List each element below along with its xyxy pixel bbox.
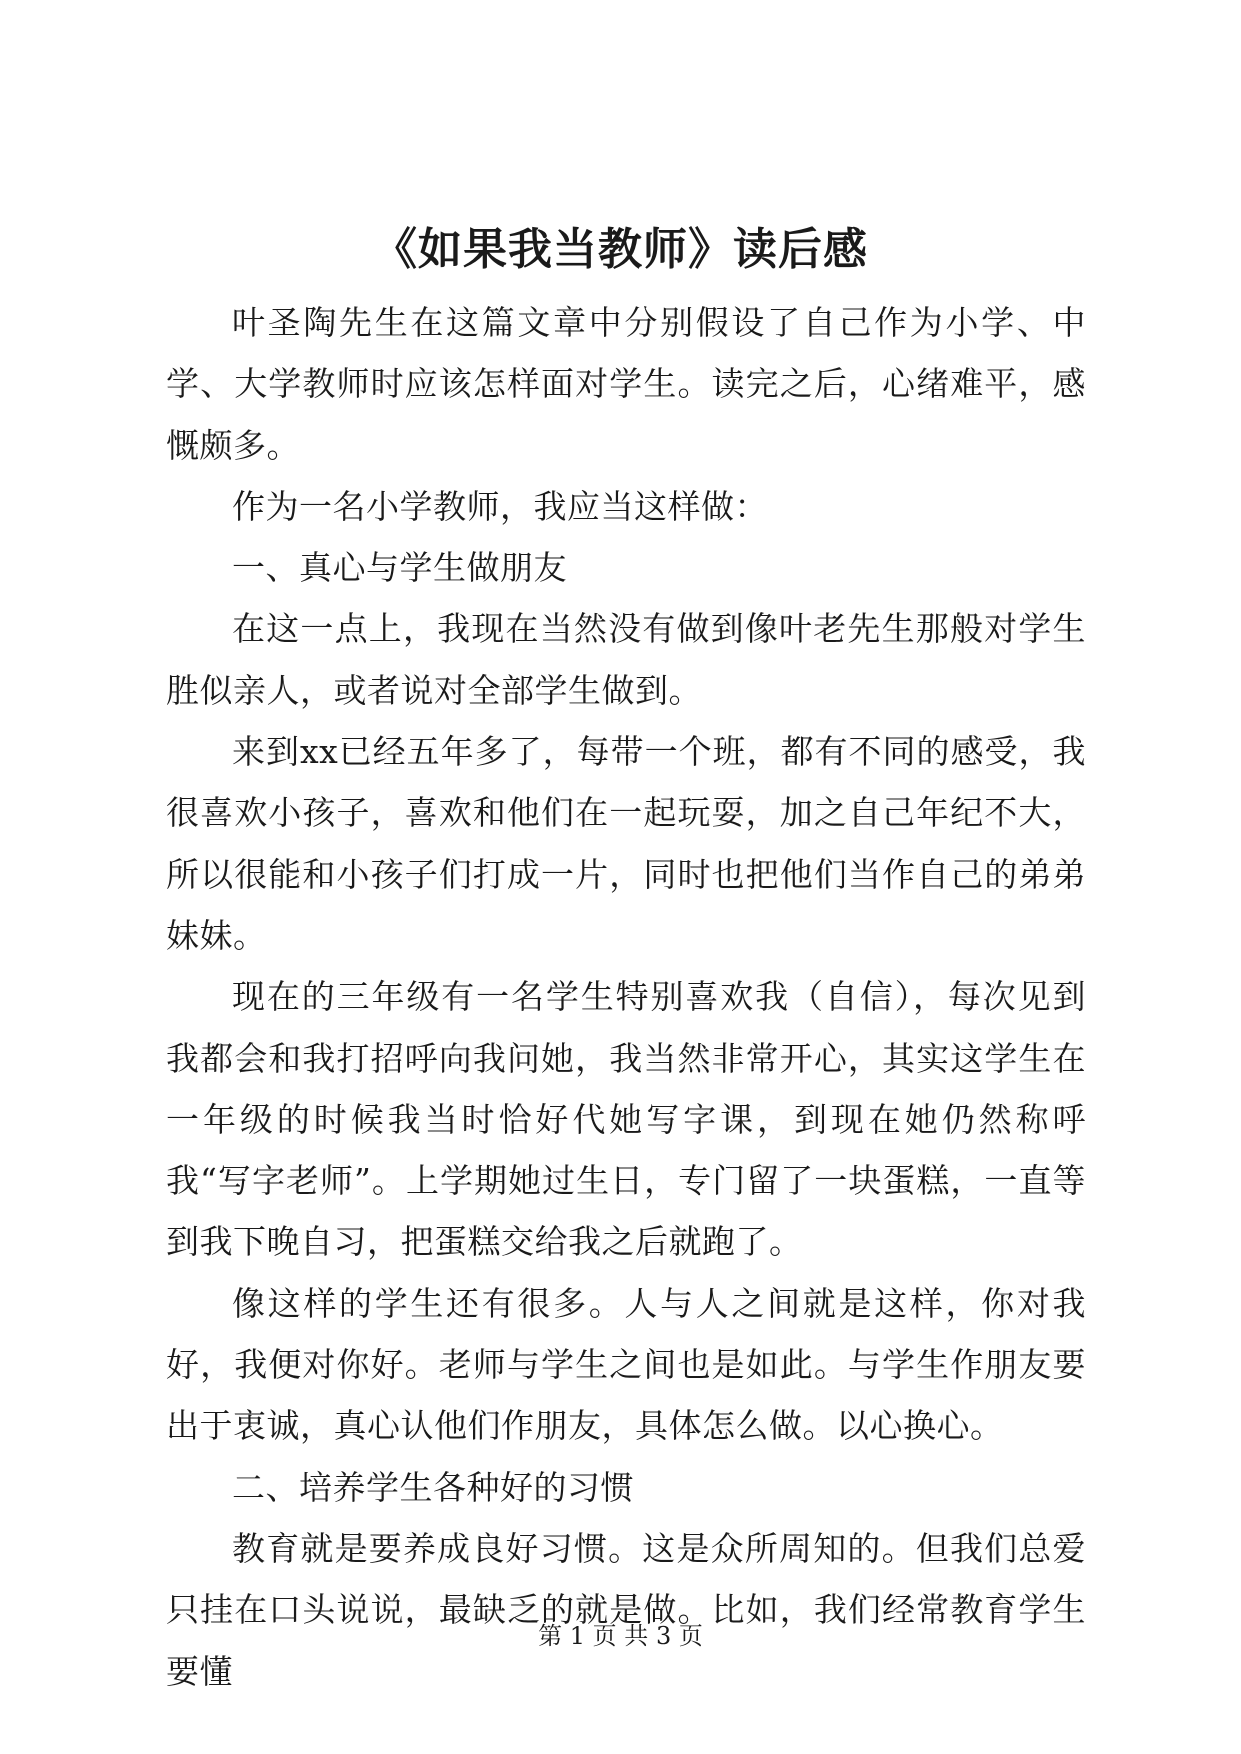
paragraph: 来到xx已经五年多了，每带一个班，都有不同的感受，我很喜欢小孩子，喜欢和他们在一起玩耍，加之自己年纪不大，所以很能和小孩子们打成一片，同时也把他们当作自己的弟弟妹妹。 <box>166 732 1086 955</box>
section-heading-1: 一、真心与学生做朋友 <box>232 548 567 588</box>
paragraph: 教育就是要养成良好习惯。这是众所周知的。但我们总爱只挂在口头说说，最缺乏的就是做。比如，我们经常教育学生要懂 <box>166 1528 1086 1691</box>
document-title: 《如果我当教师》读后感 <box>373 224 868 275</box>
paragraph-lead: 作为一名小学教师，我应当这样做： <box>232 486 768 526</box>
page-number: 第 1 页 共 3 页 <box>538 1622 703 1650</box>
paragraph: 像这样的学生还有很多。人与人之间就是这样，你对我好，我便对你好。老师与学生之间也是如此。与学生作朋友要出于衷诚，真心认他们作朋友，具体怎么做。以心换心。 <box>166 1283 1086 1446</box>
section-heading-2: 二、培养学生各种好的习惯 <box>232 1467 634 1507</box>
paragraph: 现在的三年级有一名学生特别喜欢我（自信），每次见到我都会和我打招呼向我问她，我当然非常开心，其实这学生在一年级的时候我当时恰好代她写字课，到现在她仍然称呼我“写字老师”。上学期她过生日，专门留了一块蛋糕，一直等到我下晚自习，把蛋糕交给我之后就跑了。 <box>166 977 1086 1262</box>
document-body <box>166 292 1086 1702</box>
paragraph: 在这一点上，我现在当然没有做到像叶老先生那般对学生胜似亲人，或者说对全部学生做到。 <box>166 609 1086 710</box>
paragraph-intro: 叶圣陶先生在这篇文章中分别假设了自己作为小学、中学、大学教师时应该怎样面对学生。读完之后，心绪难平，感慨颇多。 <box>166 303 1086 465</box>
